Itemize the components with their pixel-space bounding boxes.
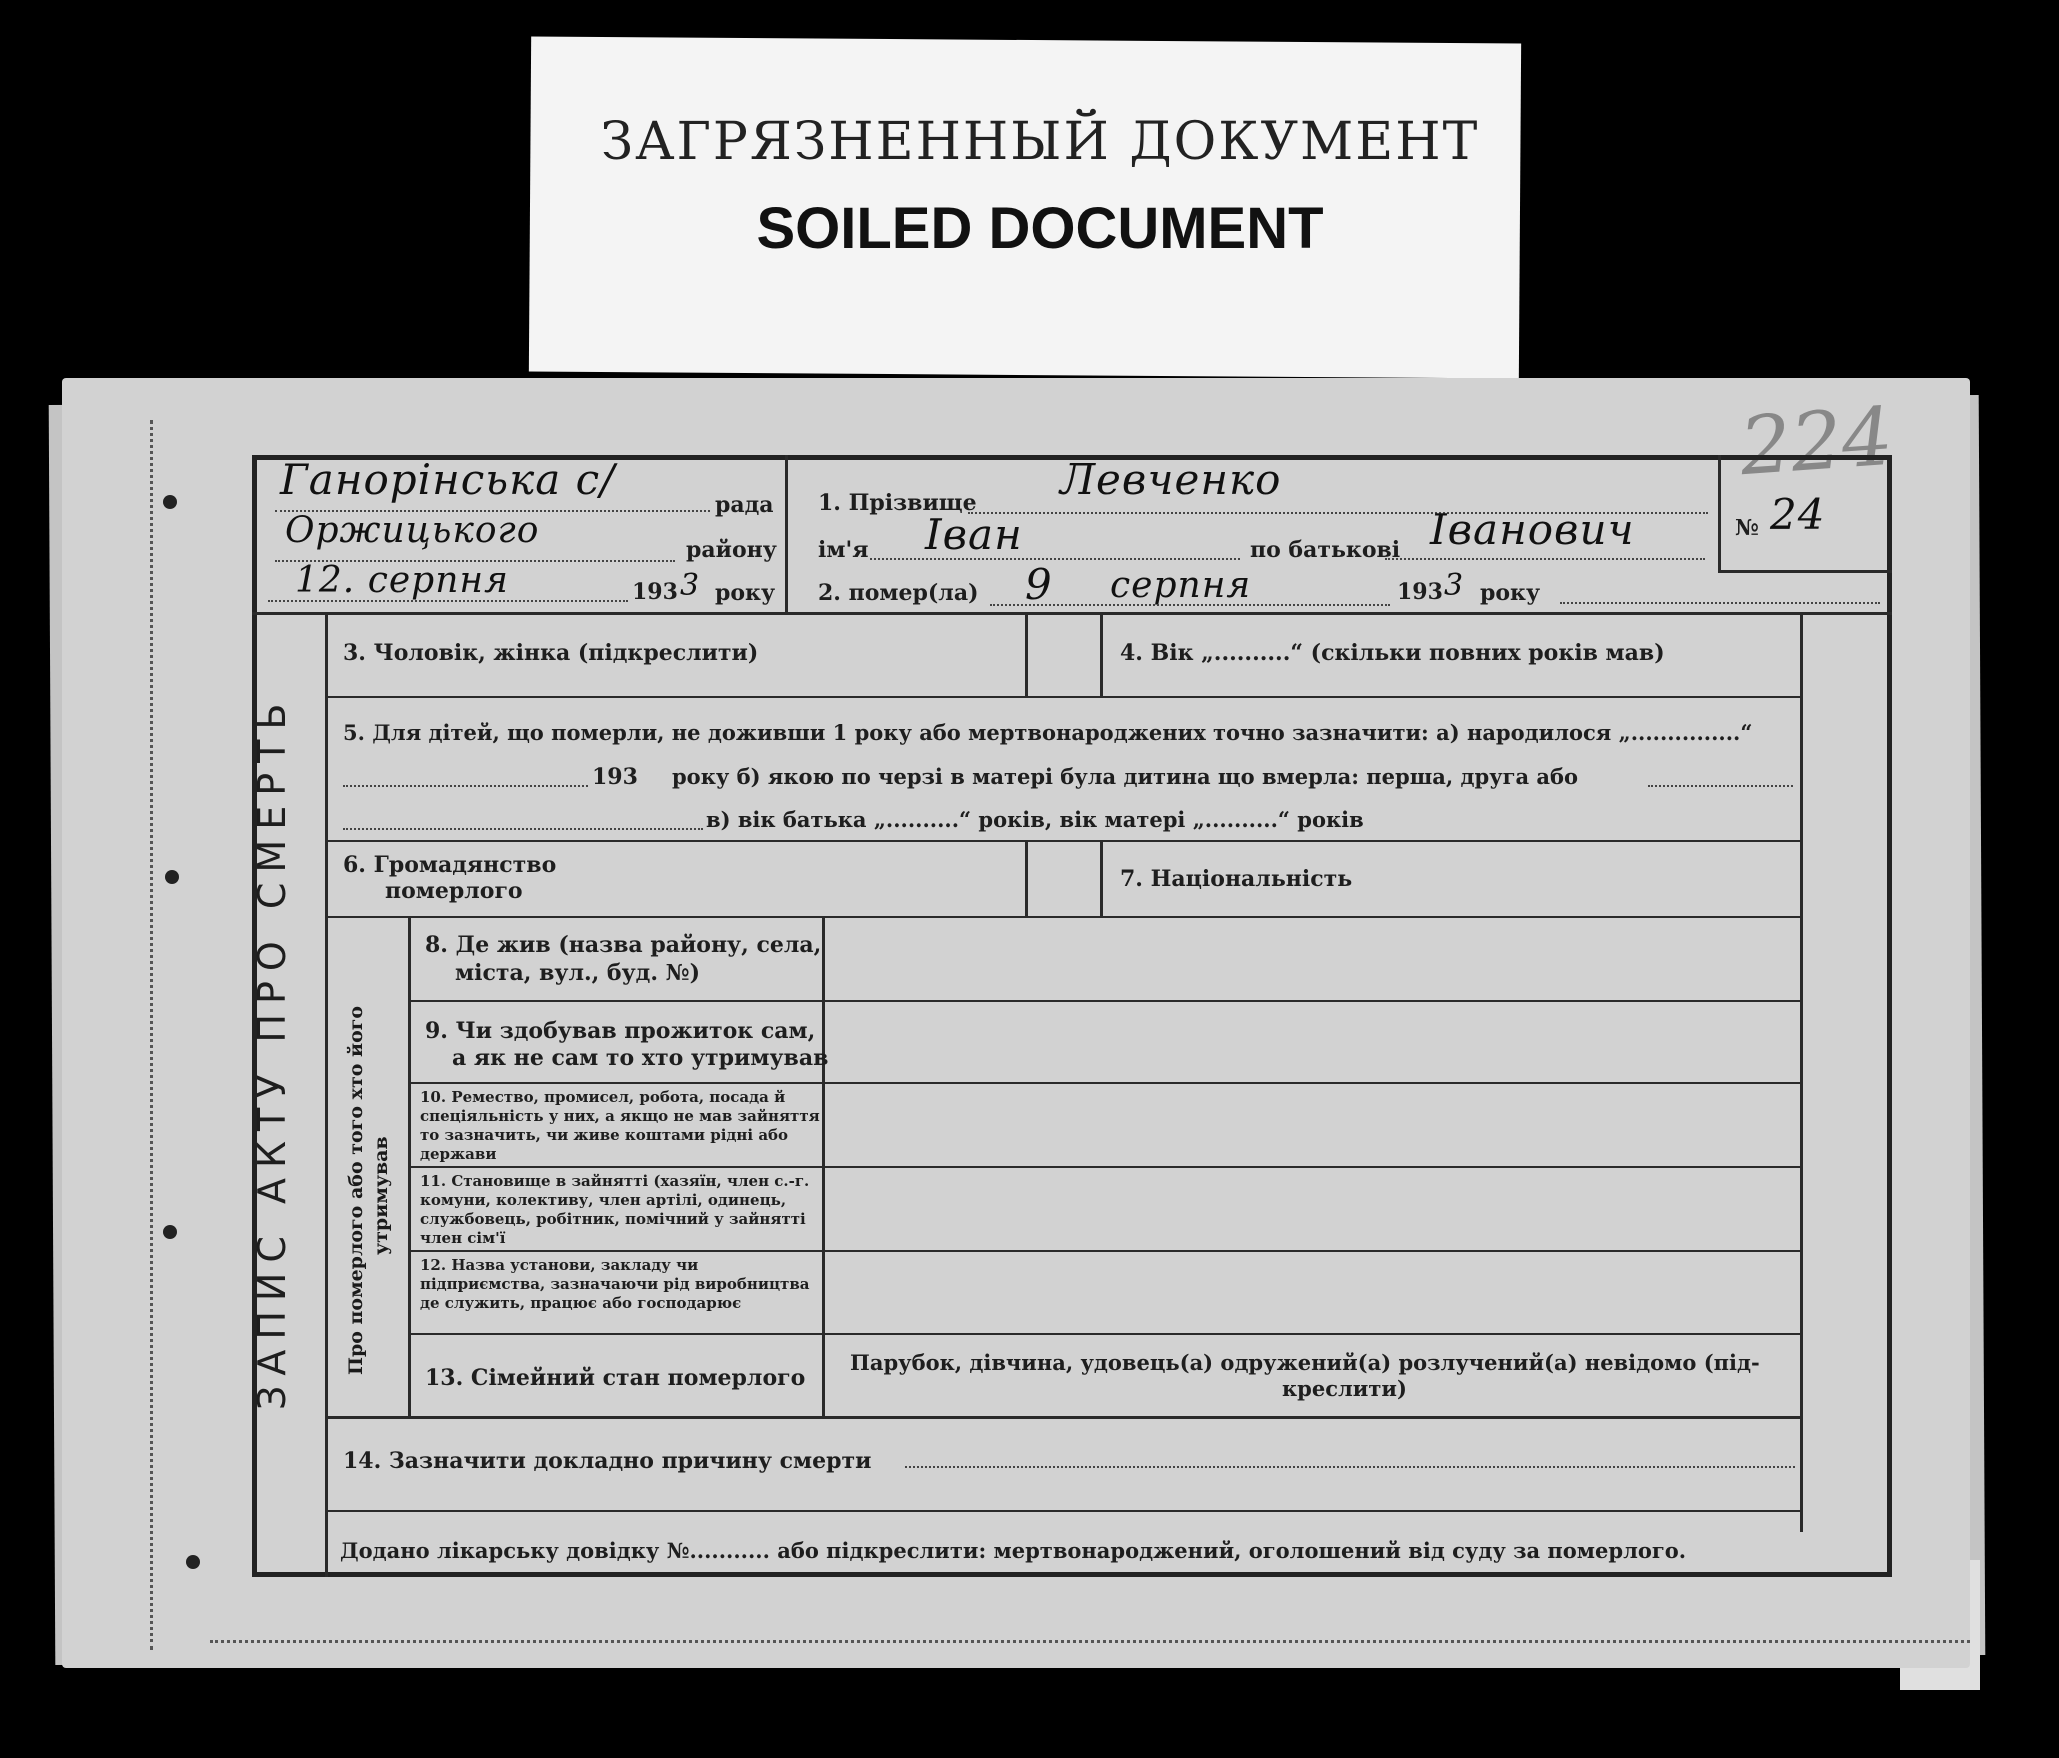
row-divider [1025,612,1028,697]
dotted-underline [990,604,1390,606]
field-13-marital-status: 13. Сімейний стан померлого [425,1365,806,1391]
field-5-line1: 5. Для дітей, що померли, не доживши 1 року або мертвонароджених точно зазначити: а) народилося „...............“ [343,720,1753,745]
row-line [408,1250,1800,1252]
field-5-line3: в) вік батька „..........“ років, вік матері „..........“ років [706,807,1364,832]
died-year-suffix: року [1480,580,1541,606]
record-number-value: 24 [1770,490,1826,539]
field-8-line2: міста, вул., буд. №) [455,960,700,986]
perforation-line-bottom [210,1640,1970,1643]
vertical-subtitle-2: утримував [370,1136,392,1255]
died-month: серпня [1110,565,1252,606]
name-value: Іван [925,510,1023,559]
row-line [325,840,1800,842]
field-13-options-line1: Парубок, дівчина, удовець(а) одружений(а) розлучений(а) невідомо (під- [850,1350,1760,1375]
died-label: 2. помер(ла) [818,580,979,606]
field-6-line2: померлого [385,878,523,904]
field-7-nationality: 7. Національність [1120,866,1353,892]
dotted-underline [343,828,703,830]
field-14-cause-of-death: 14. Зазначити докладно причину смерти [343,1448,872,1474]
field-3-sex: 3. Чоловік, жінка (підкреслити) [343,640,759,666]
date-handwritten: 12. серпня [295,560,509,601]
record-number-label: № [1735,515,1759,541]
row-divider [1025,840,1028,918]
field-13-options-line2: креслити) [1282,1376,1407,1401]
archive-corner-number: 224 [1736,389,1896,494]
form-frame [252,455,1892,1577]
year-handwritten: 3 [680,568,701,603]
surname-value: Левченко [1060,455,1282,504]
punch-hole [163,495,177,509]
row-line [325,1416,1800,1419]
row-divider [1100,840,1103,918]
field-8-line1: 8. Де жив (назва району, села, [425,932,822,958]
surname-label: 1. Прізвище [818,490,977,516]
perforation-line-vertical [150,420,153,1650]
field-4-age: 4. Вік „..........“ (скільки повних років мав) [1120,640,1665,666]
footer-medical-certificate: Додано лікарську довідку №........... або підкреслити: мертвонароджений, оголошений від суду за померлого. [340,1538,1687,1563]
field-9-line2: а як не сам то хто утримував [452,1045,829,1071]
field-10-occupation: 10. Ремество, промисел, робота, посада й спеціяльність у них, а якщо не мав зайняття то зазначить, чи живе коштами рідні або держави [420,1088,820,1163]
dotted-underline [870,558,1240,560]
row-line [408,1333,1800,1335]
year-suffix: року [715,580,776,606]
row-line [325,1510,1800,1512]
dotted-underline [1385,558,1705,560]
row-line [408,1000,1800,1002]
field-5-line2: року б) якою по черзі в матері була дитина що вмерла: перша, друга або [672,764,1579,789]
dotted-underline [1648,785,1793,787]
punch-hole [186,1555,200,1569]
dotted-underline [905,1466,1795,1468]
row-line [408,1082,1800,1084]
vertical-subtitle-1: Про померлого або того хто його [345,1005,367,1375]
council-handwritten: Ганорінська с/ [280,455,616,504]
name-label: ім'я [818,537,869,563]
record-box-bottom [1718,570,1892,573]
right-margin-divider [1800,612,1803,1532]
district-handwritten: Оржицького [285,510,540,551]
side-column-divider [325,612,328,1577]
dotted-underline [1560,602,1880,604]
label-english-text: SOILED DOCUMENT [756,196,1324,261]
field-11-employment-status: 11. Становище в зайнятті (хазяїн, член с.-г. комуни, колективу, член артілі, одинець, службовець, робітник, помічний у зайнятті член сім'ї [420,1172,810,1247]
row-divider [1100,612,1103,697]
field-6-line1: 6. Громадянство [343,852,557,878]
dotted-underline [343,785,588,787]
record-box-left [1718,455,1721,573]
patronymic-value: Іванович [1430,505,1635,554]
vertical-form-title: ЗАПИС АКТУ ПРО СМЕРТЬ [250,693,294,1410]
field-12-workplace: 12. Назва установи, закладу чи підприємства, зазначаючи рід виробництва де служить, працює або господарює [420,1256,810,1312]
field-5-year: 193 [592,764,638,790]
died-year-printed: 193 [1397,579,1443,605]
patronymic-label: по батькові [1250,537,1401,563]
punch-hole [163,1225,177,1239]
dotted-underline [268,600,628,602]
died-day: 9 [1025,560,1053,609]
row-line [325,916,1800,918]
row-line [325,696,1800,698]
header-bottom-line [252,612,1892,615]
council-suffix: рада [715,492,774,518]
label-russian-text: ЗАГРЯЗНЕННЫЙ ДОКУМЕНТ [600,112,1480,172]
district-suffix: району [686,537,777,563]
year-printed: 193 [632,579,678,605]
header-divider [785,455,788,615]
row-line [408,1166,1800,1168]
field-9-line1: 9. Чи здобував прожиток сам, [425,1018,816,1044]
punch-hole [165,870,179,884]
died-year-handwritten: 3 [1444,568,1465,603]
